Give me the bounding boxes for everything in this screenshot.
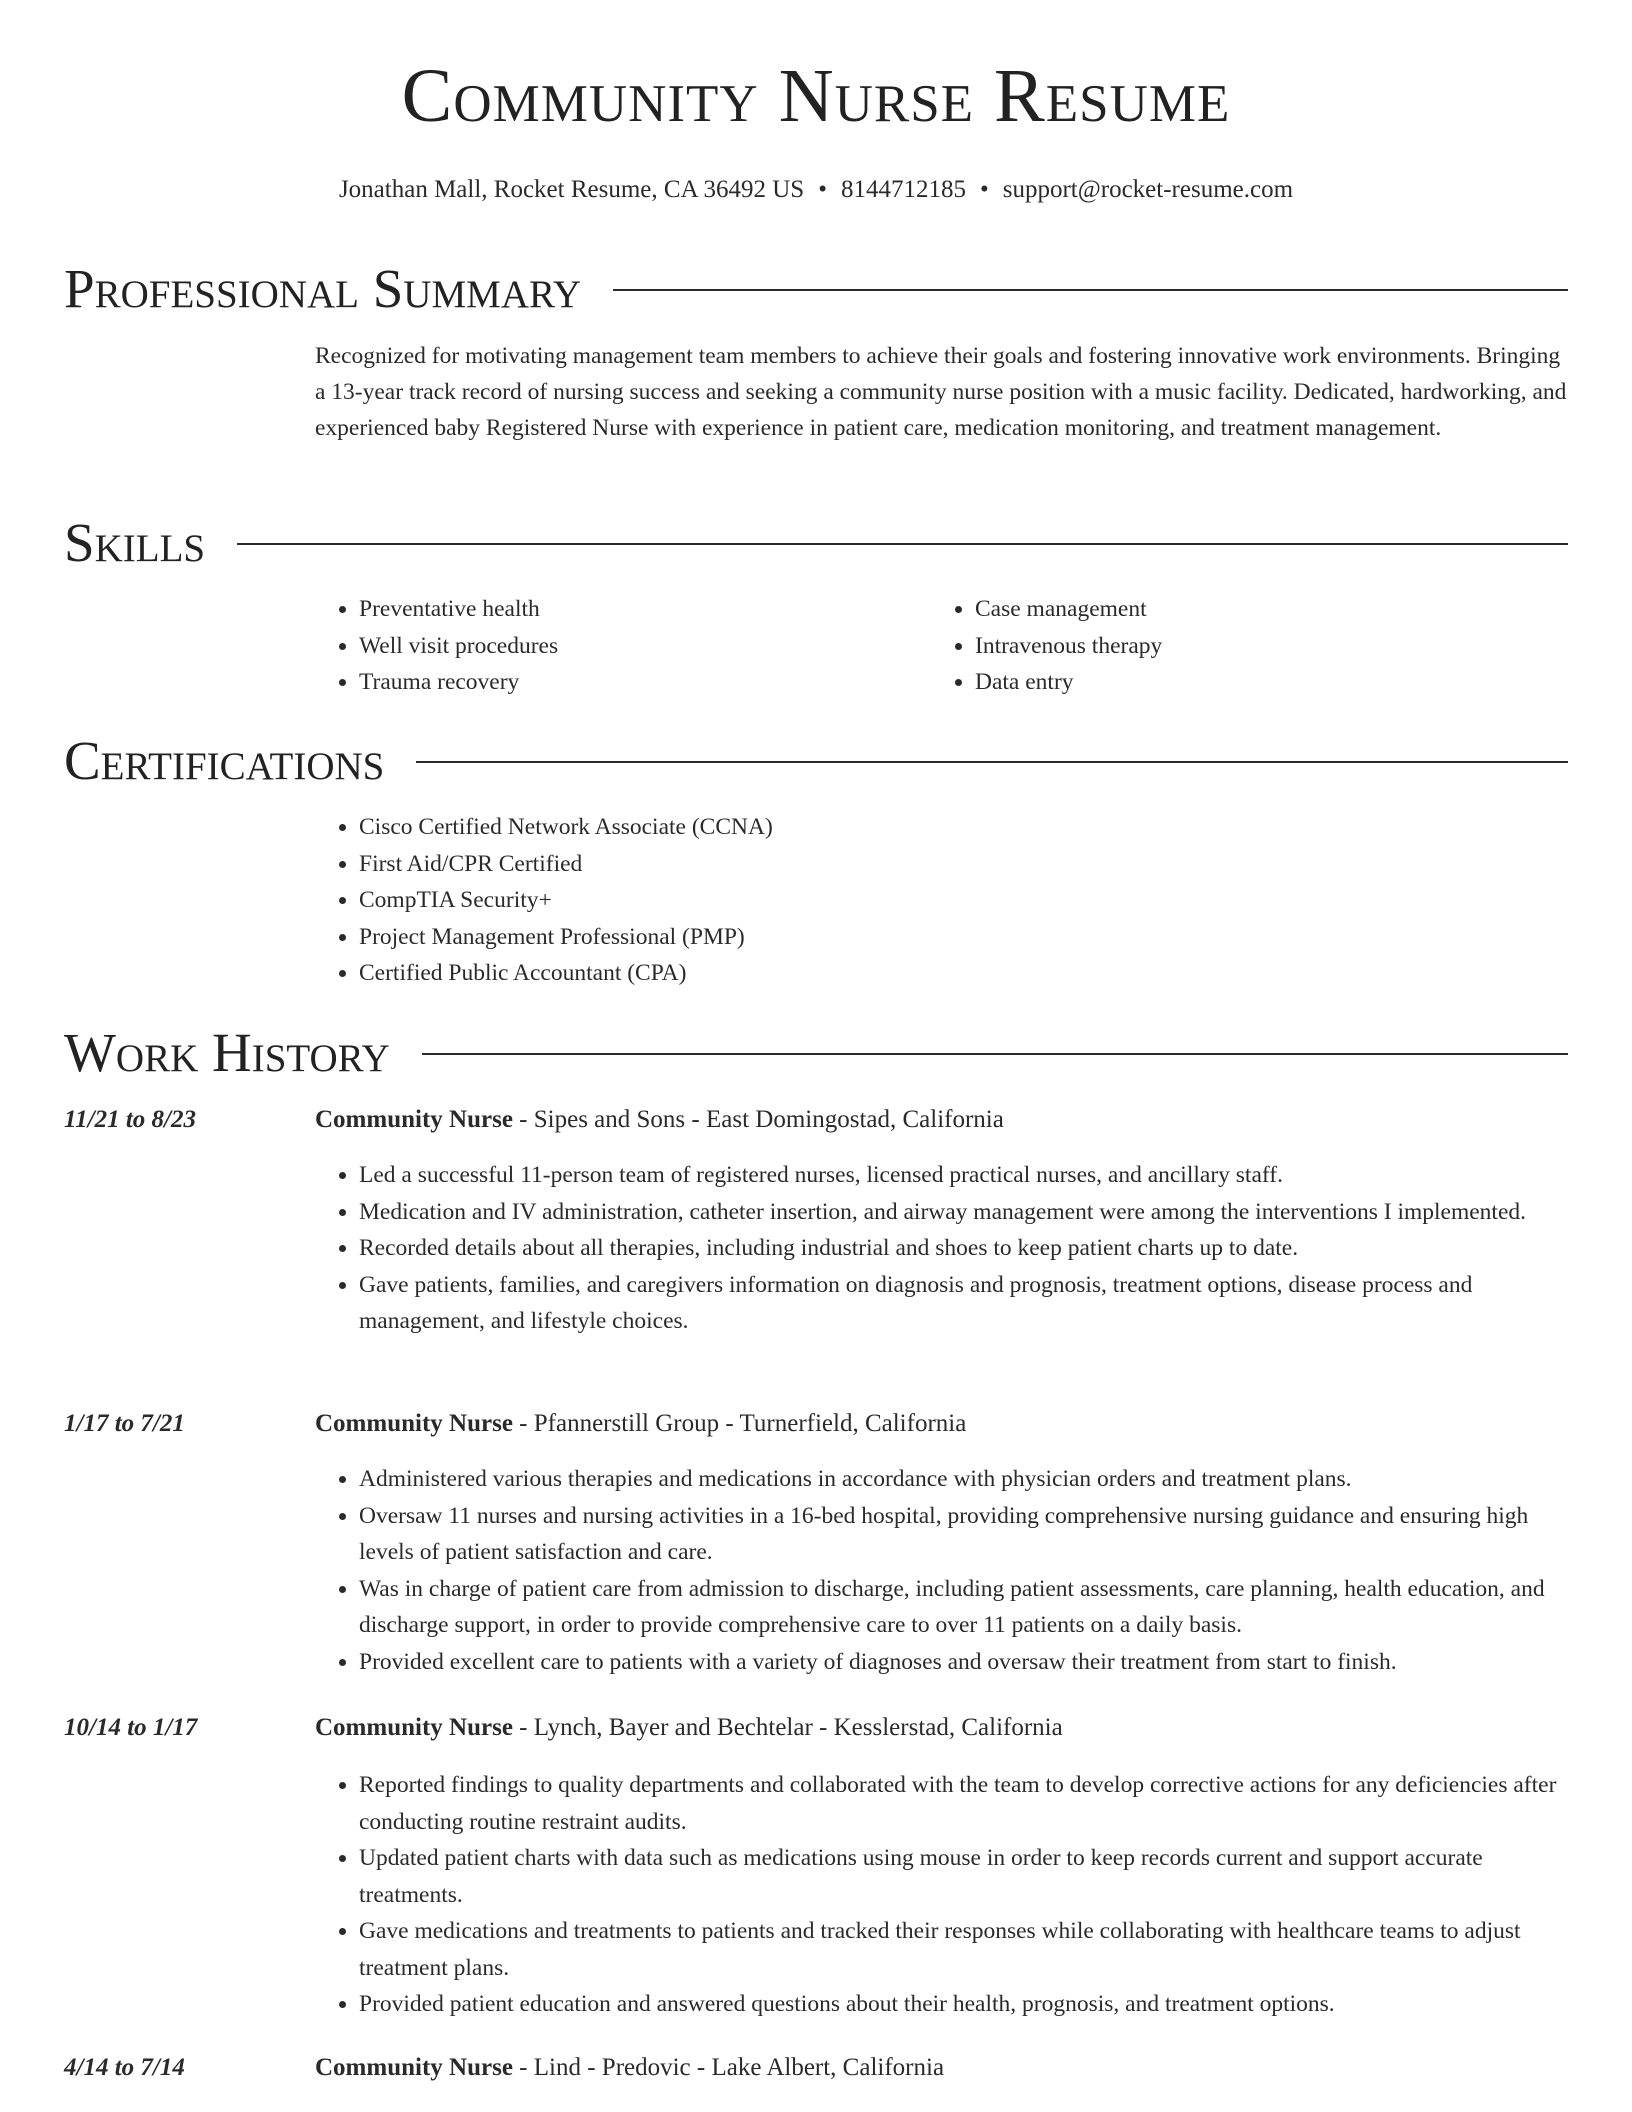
job-employer: - Lind - Predovic - Lake Albert, California [512, 2054, 945, 2081]
job-duties [315, 1157, 1575, 1340]
job-title-line [315, 1714, 1063, 1742]
section-divider [613, 289, 1568, 291]
job-duty: • Recorded details about all therapies, including industrial and shoes to keep patient charts up to date. [359, 1230, 1575, 1267]
job-title-line [315, 1106, 1004, 1134]
section-title: Professional Summary [64, 257, 582, 319]
contact-line [0, 176, 1632, 204]
job-title-line [315, 2054, 944, 2082]
section-divider [416, 761, 1568, 763]
job-duty: • Administered various therapies and medications in accordance with physician orders and treatment plans. [359, 1461, 1575, 1498]
job-role: Community Nurse [315, 2054, 513, 2081]
contact-separator: • [979, 176, 989, 203]
certification-item: • First Aid/CPR Certified [359, 846, 773, 883]
job-duty: • Was in charge of patient care from admission to discharge, including patient assessments, care planning, health education, and discharge support, in order to provide comprehensive care to over 11 patients on a daily basis. [359, 1571, 1575, 1644]
job-dates: 1/17 to 7/21 [64, 1410, 185, 1437]
job-role: Community Nurse [315, 1106, 513, 1133]
job-employer: - Lynch, Bayer and Bechtelar - Kesslerstad, California [512, 1714, 1063, 1741]
job-duty: • Led a successful 11-person team of registered nurses, licensed practical nurses, and ancillary staff. [359, 1157, 1575, 1194]
job-role: Community Nurse [315, 1714, 513, 1741]
job-duty: • Updated patient charts with data such as medications using mouse in order to keep records current and support accurate treatments. [359, 1840, 1575, 1913]
job-duty: • Gave medications and treatments to patients and tracked their responses while collaborating with healthcare teams to adjust treatment plans. [359, 1913, 1575, 1986]
certification-item: • CompTIA Security+ [359, 882, 773, 919]
certifications-list [315, 809, 773, 992]
certification-item: • Certified Public Accountant (CPA) [359, 955, 773, 992]
section-heading-work-history [64, 1022, 1568, 1082]
section-title: Work History [64, 1021, 390, 1083]
skill-item: • Case management [975, 591, 1162, 628]
contact-separator: • [818, 176, 827, 203]
contact-address: Jonathan Mall, Rocket Resume, CA 36492 US [338, 176, 805, 203]
summary-text: Recognized for motivating management team members to achieve their goals and fostering innovative work environments. Bringing a 13-year track record of nursing success and seeking a community nurse position with a music facility. Dedicated, hardworking, and experienced baby Registered Nurse with experience in patient care, medication monitoring, and treatment management. [315, 343, 1567, 441]
section-heading-certifications [64, 730, 1568, 790]
skill-item: • Well visit procedures [359, 628, 558, 665]
section-divider [237, 543, 1568, 545]
contact-email: support@rocket-resume.com [1002, 176, 1294, 203]
job-duties [315, 1461, 1575, 1680]
job-title-line [315, 1410, 966, 1438]
resume-title: Community Nurse Resume [401, 54, 1231, 138]
section-heading-summary [64, 258, 1568, 318]
section-divider [422, 1053, 1568, 1055]
job-role: Community Nurse [315, 1410, 513, 1437]
job-duty: • Reported findings to quality departments and collaborated with the team to develop corrective actions for any deficiencies after conducting routine restraint audits. [359, 1767, 1575, 1840]
job-duty: • Oversaw 11 nurses and nursing activities in a 16-bed hospital, providing comprehensive nursing guidance and ensuring high levels of patient satisfaction and care. [359, 1498, 1575, 1571]
job-dates: 10/14 to 1/17 [64, 1714, 198, 1741]
job-duty: • Provided excellent care to patients with a variety of diagnoses and oversaw their treatment from start to finish. [359, 1644, 1575, 1681]
contact-phone: 8144712185 [840, 176, 966, 203]
section-title: Certifications [64, 729, 385, 791]
certification-item: • Cisco Certified Network Associate (CCNA) [359, 809, 773, 846]
skills-column-right [931, 591, 1162, 701]
section-title: Skills [64, 511, 206, 573]
skill-item: • Data entry [975, 664, 1162, 701]
job-duty: • Provided patient education and answered questions about their health, prognosis, and treatment options. [359, 1986, 1575, 2023]
skill-item: • Trauma recovery [359, 664, 558, 701]
skill-item: • Intravenous therapy [975, 628, 1162, 665]
job-duty: • Gave patients, families, and caregivers information on diagnosis and prognosis, treatment options, disease process and management, and lifestyle choices. [359, 1267, 1575, 1340]
job-dates: 11/21 to 8/23 [64, 1106, 196, 1133]
job-dates: 4/14 to 7/14 [64, 2054, 185, 2081]
skills-column-left [315, 591, 558, 701]
skill-item: • Preventative health [359, 591, 558, 628]
job-employer: - Sipes and Sons - East Domingostad, California [512, 1106, 1004, 1133]
job-employer: - Pfannerstill Group - Turnerfield, California [512, 1410, 967, 1437]
job-duty: • Medication and IV administration, catheter insertion, and airway management were among the interventions I implemented. [359, 1194, 1575, 1231]
section-heading-skills [64, 512, 1568, 572]
certification-item: • Project Management Professional (PMP) [359, 919, 773, 956]
job-duties [315, 1767, 1575, 2023]
